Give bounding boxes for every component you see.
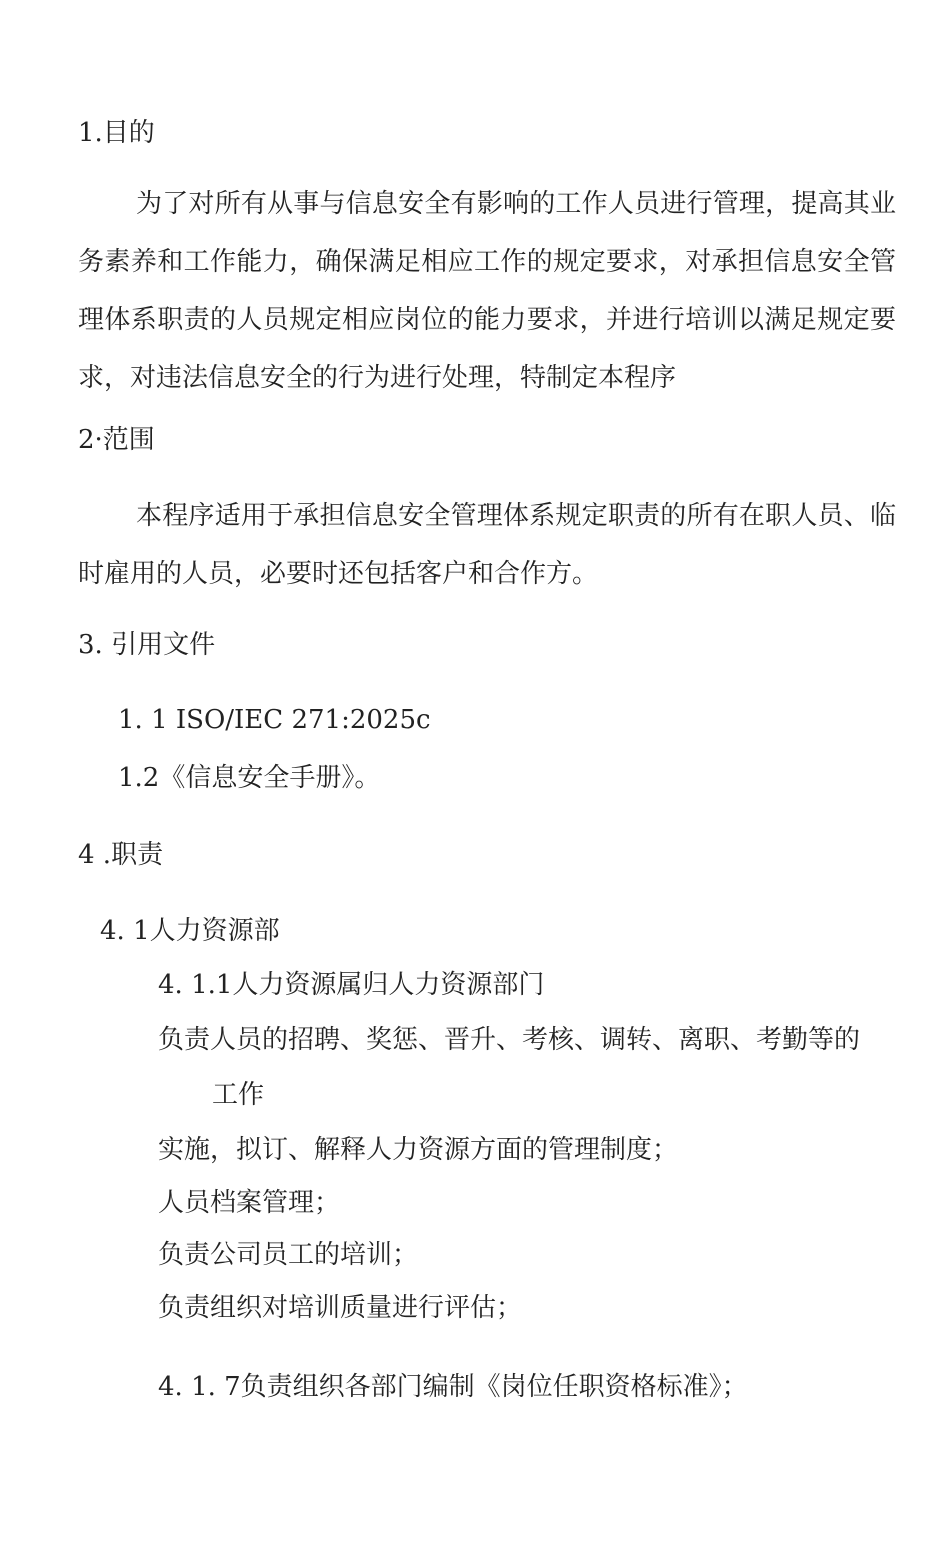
- reference-item: 1. 1 ISO/IEC 271:2025c: [118, 705, 431, 735]
- section-3-heading: 3. 引用文件: [78, 630, 216, 660]
- section-4-heading: 4 .职责: [78, 840, 164, 870]
- hr-duty-item: 人员档案管理；: [158, 1188, 341, 1218]
- section-1-heading: 1.目的: [78, 118, 155, 148]
- hr-duty-item: 负责公司员工的培训；: [158, 1240, 419, 1270]
- hr-duty-item: 负责组织对培训质量进行评估；: [158, 1293, 523, 1323]
- section-2-body: 本程序适用于承担信息安全管理体系规定职责的所有在职人员、临时雇用的人员，必要时还包括客户和合作方。: [78, 501, 896, 589]
- hr-duty-item-last: 4. 1. 7负责组织各部门编制《岗位任职资格标准》；: [158, 1372, 748, 1402]
- reference-item: 1.2《信息安全手册》。: [118, 763, 381, 793]
- hr-duty-item: 工作: [212, 1080, 265, 1110]
- section-1-body: 为了对所有从事与信息安全有影响的工作人员进行管理，提高其业务素养和工作能力，确保满足相应工作的规定要求，对承担信息安全管理体系职责的人员规定相应岗位的能力要求，并进行培训以满足规定要求，对违法信息安全的行为进行处理，特制定本程序: [78, 189, 896, 393]
- hr-duty-item: 实施，拟订、解释人力资源方面的管理制度；: [158, 1135, 679, 1165]
- subsection-hr-subheading: 4. 1.1人力资源属归人力资源部门: [158, 970, 545, 1000]
- section-2-heading: 2·范围: [78, 425, 155, 455]
- subsection-hr-heading: 4. 1人力资源部: [100, 916, 280, 946]
- hr-duty-item: 负责人员的招聘、奖惩、晋升、考核、调转、离职、考勤等的: [158, 1025, 861, 1055]
